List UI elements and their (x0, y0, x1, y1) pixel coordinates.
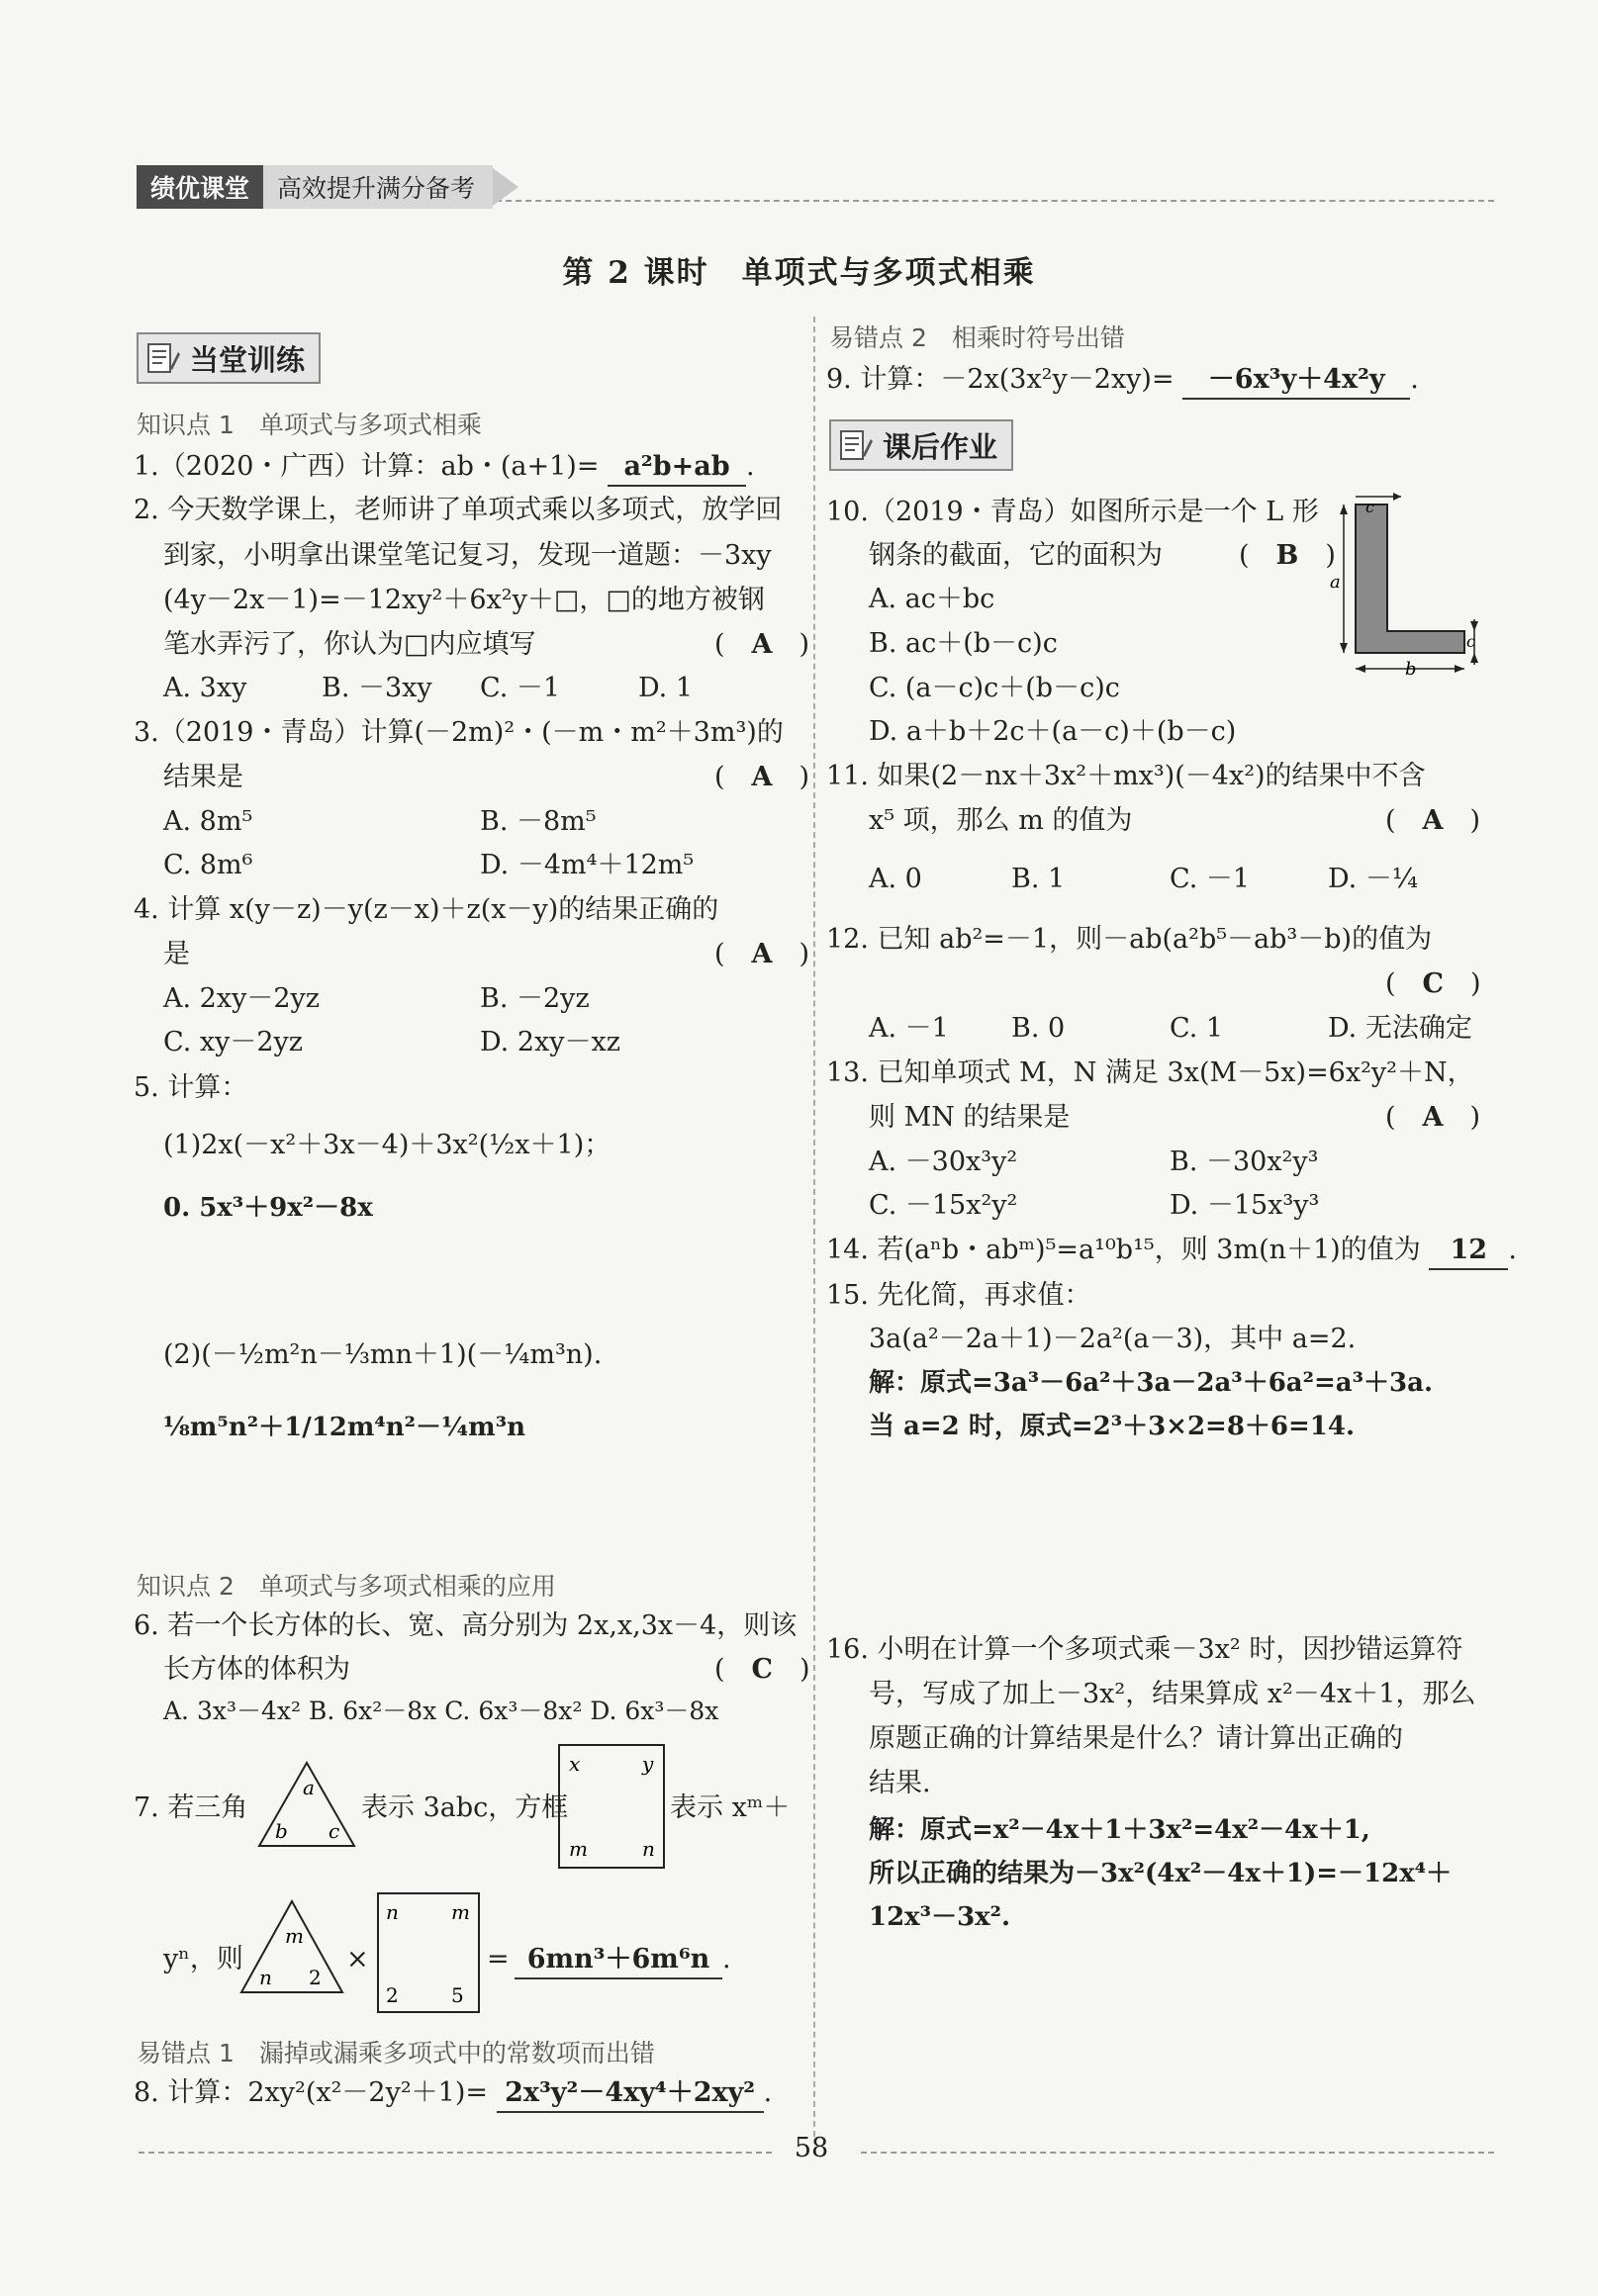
option-b: B. ac＋(b－c)c (869, 628, 1058, 659)
knowledge-point-1: 知识点 1 单项式与多项式相乘 (137, 411, 482, 439)
page-title: 第 2 课时 单项式与多项式相乘 (562, 255, 1036, 291)
option-d: D. －¼ (1328, 864, 1419, 894)
section-title: 课后作业 (883, 429, 998, 464)
triangle-label-a: m (285, 1924, 304, 1948)
answer-choice: ( A ) (714, 629, 810, 660)
answer-letter: A (1422, 805, 1444, 836)
notebook-pencil-icon (142, 338, 182, 378)
answer-letter: A (751, 939, 773, 969)
option-b: B. －8m⁵ (480, 806, 597, 837)
box-label-tr: m (451, 1900, 470, 1924)
question-text: 1.（2020・广西）计算：ab・(a+1)= (134, 451, 600, 482)
figure-label-b: b (1405, 659, 1417, 680)
column-divider (813, 317, 815, 2137)
option-c: C. －1 (1170, 864, 1251, 894)
solution-16-line-3: 12x³－3x². (869, 1902, 1011, 1932)
box-figure-xymn (557, 1743, 666, 1870)
answer-blank: 12 (1429, 1233, 1508, 1270)
question-6-line-1: 6. 若一个长方体的长、宽、高分别为 2x,x,3x－4，则该 (134, 1610, 798, 1641)
option-d: D. －15x³y³ (1170, 1190, 1320, 1221)
option-b: B. －30x²y³ (1170, 1147, 1319, 1177)
option-c: C. 1 (1170, 1013, 1224, 1044)
question-15-line-1: 15. 先化简，再求值： (826, 1280, 1091, 1311)
option-d: D. 无法确定 (1328, 1013, 1472, 1044)
option-a: A. 8m⁵ (163, 806, 253, 837)
option-a: A. 2xy－2yz (163, 983, 320, 1014)
slogan-label: 高效提升满分备考 (263, 165, 493, 209)
l-shape-figure (1326, 493, 1494, 681)
option-d: D. 2xy－xz (480, 1027, 620, 1057)
question-6-options: A. 3x³－4x² B. 6x²－8x C. 6x³－8x² D. 6x³－8x (163, 1697, 719, 1725)
box-label-tl: n (386, 1900, 399, 1924)
box-label-tl: x (569, 1752, 581, 1776)
question-16-line-3: 原题正确的计算结果是什么？请计算出正确的 (869, 1723, 1403, 1754)
question-4-line-2: 是 (163, 939, 190, 969)
question-13-line-2: 则 MN 的结果是 (869, 1102, 1071, 1133)
answer-choice: ( A ) (714, 939, 810, 969)
triangle-label-c: 2 (309, 1966, 322, 1989)
option-c: C. (a－c)c＋(b－c)c (869, 673, 1120, 703)
figure-label-a: a (1330, 572, 1341, 593)
option-d: D. 1 (638, 673, 694, 703)
box-label-tr: y (642, 1752, 654, 1776)
question-14: 14. 若(aⁿb・abᵐ)⁵=a¹⁰b¹⁵，则 3m(n＋1)的值为 12 . (826, 1233, 1517, 1270)
triangle-label-b: n (259, 1966, 272, 1989)
option-a: A. －1 (869, 1013, 949, 1044)
answer-blank: －6x³y＋4x²y (1182, 362, 1410, 400)
question-2-line-3: (4y－2x－1)=－12xy²＋6x²y＋□，□的地方被钢 (163, 585, 765, 615)
triangle-figure-abc (255, 1759, 358, 1850)
question-7-text-4: yⁿ，则 (163, 1944, 243, 1975)
answer-letter: C (751, 1654, 774, 1685)
question-text: 9. 计算：－2x(3x²y－2xy)= (826, 364, 1175, 395)
box-label-bl: 2 (386, 1983, 399, 2007)
answer-letter: C (1422, 968, 1445, 999)
option-b: B. 0 (1011, 1013, 1066, 1044)
banner-arrow-icon (493, 168, 518, 206)
question-2-line-1: 2. 今天数学课上，老师讲了单项式乘以多项式，放学回 (134, 495, 783, 525)
option-b: B. －3xy (322, 673, 432, 703)
answer-choice: ( A ) (714, 762, 810, 792)
notebook-pencil-icon (835, 425, 875, 465)
solution-16-line-1: 解：原式=x²－4x＋1＋3x²=4x²－4x＋1, (869, 1815, 1370, 1845)
answer-letter: A (751, 629, 773, 660)
knowledge-point-2: 知识点 2 单项式与多项式相乘的应用 (137, 1572, 556, 1601)
option-c: C. －1 (480, 673, 561, 703)
answer-choice: ( C ) (714, 1654, 810, 1685)
figure-label-c-top: c (1365, 498, 1374, 516)
question-16-line-1: 16. 小明在计算一个多项式乘－3x² 时，因抄错运算符 (826, 1634, 1463, 1665)
solution-15-line-2: 当 a=2 时，原式=2³＋3×2=8＋6=14. (869, 1412, 1356, 1441)
question-7-text-1: 7. 若三角 (134, 1792, 248, 1823)
answer-choice: ( C ) (1385, 968, 1481, 999)
option-c: C. xy－2yz (163, 1027, 303, 1057)
question-5: 5. 计算： (134, 1072, 248, 1103)
answer-choice: ( A ) (1385, 805, 1481, 836)
question-5-part-2: (2)(－½m²n－⅓mn＋1)(－¼m³n). (163, 1339, 603, 1370)
question-9: 9. 计算：－2x(3x²y－2xy)= －6x³y＋4x²y . (826, 362, 1419, 400)
footer-dashed-line-left (139, 2152, 772, 2154)
answer-blank: 6mn³＋6m⁶n (515, 1942, 722, 1979)
page-number: 58 (794, 2133, 829, 2163)
question-text: 14. 若(aⁿb・abᵐ)⁵=a¹⁰b¹⁵，则 3m(n＋1)的值为 (826, 1235, 1421, 1265)
triangle-figure-mn2 (237, 1897, 346, 1996)
box-figure-nm25 (376, 1891, 481, 2014)
option-b: B. 1 (1011, 864, 1066, 894)
equals-sign: = (487, 1944, 510, 1975)
solution-16-line-2: 所以正确的结果为－3x²(4x²－4x＋1)=－12x⁴＋ (869, 1859, 1453, 1888)
question-11-line-1: 11. 如果(2－nx＋3x²＋mx³)(－4x²)的结果中不含 (826, 761, 1426, 791)
question-4-line-1: 4. 计算 x(y－z)－y(z－x)＋z(x－y)的结果正确的 (134, 894, 719, 925)
question-2-line-4: 笔水弄污了，你认为□内应填写 (163, 629, 536, 660)
error-point-1: 易错点 1 漏掉或漏乘多项式中的常数项而出错 (137, 2039, 655, 2067)
triangle-label-a: a (303, 1776, 315, 1799)
triangle-label-c: c (329, 1819, 340, 1843)
box-label-br: 5 (451, 1983, 464, 2007)
question-5-part-1: (1)2x(－x²＋3x－4)＋3x²(½x＋1)； (163, 1130, 611, 1160)
question-3-line-2: 结果是 (163, 762, 243, 792)
answer-5-part-2: ⅛m⁵n²＋1/12m⁴n²－¼m³n (163, 1413, 525, 1442)
question-12-line-1: 12. 已知 ab²=－1，则－ab(a²b⁵－ab³－b)的值为 (826, 924, 1433, 955)
section-header-in-class (137, 332, 321, 384)
question-7-text-3: 表示 xᵐ＋ (670, 1792, 791, 1823)
option-a: A. ac＋bc (869, 584, 995, 614)
solution-15-line-1: 解：原式=3a³－6a²＋3a－2a³＋6a²=a³＋3a. (869, 1368, 1434, 1398)
option-d: D. a＋b＋2c＋(a－c)＋(b－c) (869, 716, 1237, 747)
question-text: 8. 计算：2xy²(x²－2y²＋1)= (134, 2077, 489, 2108)
answer-5-part-1: 0. 5x³＋9x²－8x (163, 1193, 373, 1223)
option-c: C. －15x²y² (869, 1190, 1018, 1221)
question-7-answer: 6mn³＋6m⁶n . (515, 1942, 731, 1979)
error-point-2: 易错点 2 相乘时符号出错 (829, 323, 1125, 352)
question-3-line-1: 3.（2019・青岛）计算(－2m)²・(－m・m²＋3m³)的 (134, 717, 784, 748)
answer-letter: A (751, 762, 773, 792)
section-header-homework (829, 419, 1013, 471)
question-7-text-2: 表示 3abc，方框 (361, 1792, 569, 1823)
figure-label-c-right: c (1466, 632, 1475, 651)
times-sign: × (346, 1944, 369, 1975)
question-6-line-2: 长方体的体积为 (163, 1654, 350, 1685)
footer-dashed-line-right (861, 2152, 1494, 2154)
box-label-bl: m (569, 1837, 588, 1861)
question-16-line-2: 号，写成了加上－3x²，结果算成 x²－4x＋1，那么 (869, 1679, 1476, 1709)
question-8: 8. 计算：2xy²(x²－2y²＋1)= 2x³y²－4xy⁴＋2xy² . (134, 2075, 772, 2113)
header-banner (137, 168, 518, 206)
box-label-br: n (642, 1837, 655, 1861)
triangle-label-b: b (275, 1819, 288, 1843)
option-b: B. －2yz (480, 983, 590, 1014)
option-a: A. －30x³y² (869, 1147, 1018, 1177)
question-10-line-1: 10.（2019・青岛）如图所示是一个 L 形 (826, 497, 1319, 527)
question-15-line-2: 3a(a²－2a＋1)－2a²(a－3)，其中 a=2. (869, 1324, 1357, 1354)
question-13-line-1: 13. 已知单项式 M，N 满足 3x(M－5x)=6x²y²＋N， (826, 1057, 1474, 1088)
question-10-line-2: 钢条的截面，它的面积为 (869, 540, 1163, 571)
answer-choice: ( B ) (1239, 540, 1336, 571)
option-c: C. 8m⁶ (163, 850, 253, 880)
question-2-line-2: 到家，小明拿出课堂笔记复习，发现一道题：－3xy (163, 540, 772, 571)
option-d: D. －4m⁴＋12m⁵ (480, 850, 695, 880)
question-11-line-2: x⁵ 项，那么 m 的值为 (869, 805, 1133, 836)
answer-choice: ( A ) (1385, 1102, 1481, 1133)
option-a: A. 3xy (163, 673, 247, 703)
option-a: A. 0 (869, 864, 922, 894)
question-1: 1.（2020・广西）计算：ab・(a+1)= a²b+ab . (134, 449, 755, 487)
answer-blank: a²b+ab (608, 449, 746, 487)
answer-letter: A (1422, 1102, 1444, 1133)
question-16-line-4: 结果. (869, 1768, 931, 1798)
section-title: 当堂训练 (190, 342, 306, 377)
answer-letter: B (1275, 540, 1299, 571)
answer-blank: 2x³y²－4xy⁴＋2xy² (497, 2075, 764, 2113)
brand-label: 绩优课堂 (137, 165, 263, 209)
